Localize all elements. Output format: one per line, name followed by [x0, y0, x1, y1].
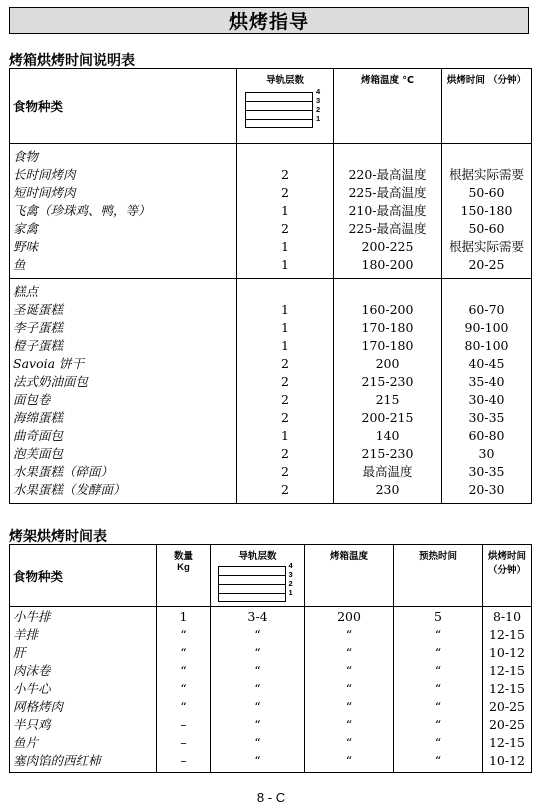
rack-value: 2	[281, 446, 289, 461]
food-name: 圣诞蛋糕	[13, 302, 64, 317]
time-value: 20-25	[488, 699, 526, 714]
food-name: 羊排	[13, 627, 39, 642]
time-value: 90-100	[464, 320, 509, 335]
temp-value: 180-200	[361, 257, 414, 272]
qty-value: 1	[179, 609, 188, 624]
rack-value: “	[254, 717, 261, 732]
temp-value: 225-最高温度	[348, 185, 427, 200]
rack-value: 2	[281, 356, 289, 371]
food-name: 长时间烤肉	[13, 167, 76, 182]
qty-value: “	[180, 627, 187, 642]
food-name: 鱼片	[13, 735, 39, 750]
rack-value: 2	[281, 410, 289, 425]
grill-header-time: 烘烤时间 （分钟）	[483, 545, 532, 607]
rack-value: “	[254, 627, 261, 642]
time-value: 30	[478, 446, 495, 461]
food-name: 水果蛋糕（碎面）	[13, 464, 114, 479]
time-value: 60-70	[468, 302, 505, 317]
food-name: Savoia 饼干	[13, 356, 85, 371]
time-value: 20-25	[488, 717, 526, 732]
food-name: 鱼	[13, 257, 26, 272]
temp-value: “	[345, 645, 353, 660]
qty-value: “	[180, 699, 187, 714]
rack-level-label: 4	[316, 87, 321, 96]
rack-value: 1	[281, 338, 289, 353]
rack-value: 2	[281, 185, 289, 200]
grill-table-title: 烤架烘烤时间表	[9, 529, 107, 545]
food-name: 飞禽（珍珠鸡、鸭，等）	[13, 203, 151, 218]
rack-level-label: 3	[316, 96, 321, 105]
time-value: 根据实际需要	[448, 167, 524, 182]
temp-value: 200	[375, 356, 400, 371]
category-label: 糕点	[13, 284, 39, 299]
temp-value: 215-230	[361, 446, 414, 461]
grill-header-rack	[211, 545, 305, 607]
grill-header-rack-label: 导轨层数	[238, 551, 277, 562]
rack-value: 3-4	[247, 609, 268, 624]
rack-value: 1	[281, 428, 289, 443]
rack-value: 2	[281, 167, 289, 182]
food-name: 塞肉馅的西红柿	[13, 753, 101, 768]
preheat-value: “	[434, 627, 442, 642]
food-name: 肝	[13, 645, 26, 660]
temp-value: “	[345, 681, 353, 696]
oven-group-pastry	[10, 279, 532, 504]
oven-header-time: 烘烤时间 （分钟）	[442, 69, 532, 144]
rack-value: “	[254, 753, 261, 768]
time-value: 20-30	[468, 482, 505, 497]
rack-value: “	[254, 645, 261, 660]
time-value: 30-40	[468, 392, 505, 407]
rack-level-label: 2	[316, 105, 321, 114]
preheat-value: “	[434, 753, 442, 768]
temp-value: “	[345, 753, 353, 768]
rack-level-label: 2	[288, 579, 293, 588]
food-name: 海绵蛋糕	[13, 410, 64, 425]
category-label: 食物	[13, 149, 39, 164]
time-value: 30-35	[468, 410, 505, 425]
time-value: 80-100	[464, 338, 509, 353]
oven-header-rack-label: 导轨层数	[265, 75, 304, 86]
rack-value: 2	[281, 221, 289, 236]
temp-value: 200-215	[361, 410, 414, 425]
grill-header-food: 食物种类	[10, 545, 157, 607]
temp-value: 215	[375, 392, 400, 407]
preheat-value: “	[434, 699, 442, 714]
rack-value: 2	[281, 374, 289, 389]
time-value: 12-15	[488, 627, 526, 642]
time-value: 150-180	[460, 203, 513, 218]
time-value: 8-10	[492, 609, 522, 624]
temp-value: “	[345, 663, 353, 678]
grill-header-qty-label: 数量	[173, 551, 193, 562]
temp-value: 170-180	[361, 320, 414, 335]
time-value: 10-12	[488, 753, 526, 768]
food-name: 半只鸡	[13, 717, 51, 732]
food-name: 小牛排	[13, 609, 51, 624]
food-name: 泡芙面包	[13, 446, 64, 461]
temp-value: “	[345, 699, 353, 714]
food-name: 橙子蛋糕	[13, 338, 64, 353]
time-value: 35-40	[468, 374, 505, 389]
temp-value: 215-230	[361, 374, 414, 389]
temp-value: 210-最高温度	[348, 203, 427, 218]
oven-group-meat	[10, 144, 532, 279]
rack-diagram-icon	[218, 561, 298, 604]
grill-time-table	[9, 544, 532, 773]
time-value: 根据实际需要	[448, 239, 524, 254]
rack-diagram-icon	[245, 87, 325, 130]
time-value: 50-60	[468, 185, 505, 200]
qty-value: –	[180, 753, 187, 768]
preheat-value: 5	[434, 609, 442, 624]
food-name: 肉沫卷	[13, 663, 51, 678]
time-value: 60-80	[468, 428, 505, 443]
rack-level-label: 3	[288, 570, 293, 579]
food-name: 短时间烤肉	[13, 185, 76, 200]
temp-value: 200	[337, 609, 361, 624]
temp-value: 最高温度	[362, 464, 413, 479]
temp-value: “	[345, 735, 353, 750]
temp-value: 200-225	[361, 239, 414, 254]
temp-value: “	[345, 717, 353, 732]
grill-header-qty-unit: Kg	[177, 562, 190, 573]
rack-level-label: 1	[288, 588, 293, 597]
time-value: 30-35	[468, 464, 505, 479]
food-name: 网格烤肉	[13, 699, 64, 714]
grill-header-temp: 烤箱温度	[305, 545, 394, 607]
rack-value: 2	[281, 482, 289, 497]
food-name: 小牛心	[13, 681, 51, 696]
time-value: 12-15	[488, 663, 526, 678]
rack-level-label: 1	[316, 114, 321, 123]
oven-time-table	[9, 68, 532, 504]
temp-value: 220-最高温度	[348, 167, 427, 182]
food-name: 面包卷	[13, 392, 51, 407]
qty-value: “	[180, 681, 187, 696]
grill-rows	[10, 607, 532, 773]
rack-value: 1	[281, 257, 289, 272]
oven-header-rack	[237, 69, 334, 144]
time-value: 12-15	[488, 735, 526, 750]
time-value: 12-15	[488, 681, 526, 696]
time-value: 50-60	[468, 221, 505, 236]
food-name: 曲奇面包	[13, 428, 64, 443]
rack-value: 2	[281, 392, 289, 407]
temp-value: 160-200	[361, 302, 414, 317]
food-name: 家禽	[13, 221, 39, 236]
grill-header-qty	[157, 545, 211, 607]
rack-value: “	[254, 681, 261, 696]
preheat-value: “	[434, 717, 442, 732]
food-name: 李子蛋糕	[13, 320, 64, 335]
oven-header-food: 食物种类	[10, 69, 237, 144]
temp-value: 230	[375, 482, 400, 497]
temp-value: 140	[375, 428, 400, 443]
oven-header-temp: 烤箱温度 °C	[334, 69, 442, 144]
food-name: 法式奶油面包	[13, 374, 89, 389]
rack-value: 1	[281, 320, 289, 335]
preheat-value: “	[434, 681, 442, 696]
rack-value: “	[254, 735, 261, 750]
oven-table-title: 烤箱烘烤时间说明表	[9, 53, 135, 69]
rack-value: 1	[281, 302, 289, 317]
page-number: 8 - C	[256, 790, 286, 805]
rack-value: 1	[281, 203, 289, 218]
time-value: 20-25	[468, 257, 505, 272]
rack-value: “	[254, 699, 261, 714]
time-value: 10-12	[488, 645, 526, 660]
preheat-value: “	[434, 663, 442, 678]
page-banner: 烘烤指导	[9, 7, 529, 34]
temp-value: 225-最高温度	[348, 221, 427, 236]
rack-value: “	[254, 663, 261, 678]
rack-value: 2	[281, 464, 289, 479]
preheat-value: “	[434, 645, 442, 660]
time-value: 40-45	[468, 356, 505, 371]
grill-header-preheat: 预热时间	[394, 545, 483, 607]
food-name: 水果蛋糕（发酵面）	[13, 482, 126, 497]
qty-value: “	[180, 645, 187, 660]
qty-value: “	[180, 663, 187, 678]
temp-value: “	[345, 627, 353, 642]
preheat-value: “	[434, 735, 442, 750]
rack-value: 1	[281, 239, 289, 254]
qty-value: –	[180, 735, 187, 750]
rack-level-label: 4	[288, 561, 293, 570]
qty-value: –	[180, 717, 187, 732]
food-name: 野味	[13, 239, 39, 254]
temp-value: 170-180	[361, 338, 414, 353]
